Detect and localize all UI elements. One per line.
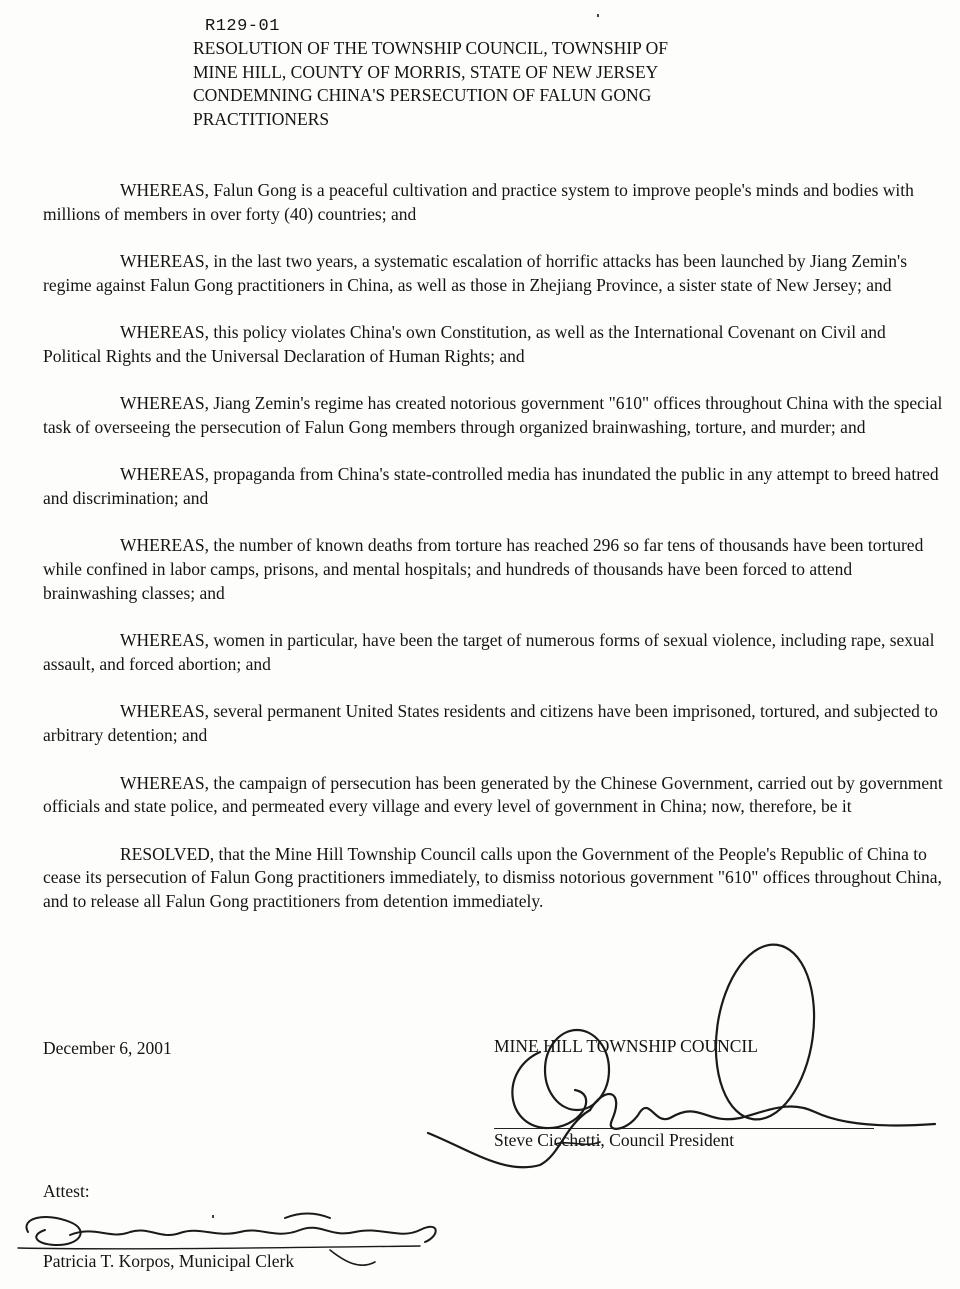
scan-speck (212, 1215, 214, 1218)
title-line: PRACTITIONERS (193, 108, 330, 129)
signature-stroke (70, 1230, 240, 1235)
whereas-paragraph: WHEREAS, Falun Gong is a peaceful cultivation and practice system to improve people's minds and bodies with millions of members in over forty (40) countries; and (43, 180, 914, 224)
signature-stroke (670, 1106, 935, 1125)
whereas-paragraph: WHEREAS, the number of known deaths from torture has reached 296 so far tens of thousands have been tortured while confined in labor camps, prisons, and mental hospitals; and hundreds of thousands have been forced to attend brainwashing classes; and (43, 535, 924, 604)
attest-label: Attest: (43, 1181, 90, 1201)
resolution-title (193, 37, 813, 131)
signature-stroke (330, 1250, 375, 1265)
council-name: MINE HILL TOWNSHIP COUNCIL (494, 1036, 758, 1056)
title-line: RESOLUTION OF THE TOWNSHIP COUNCIL, TOWNSHIP OF (193, 38, 668, 58)
signature-stroke (285, 1214, 330, 1219)
title-line: MINE HILL, COUNTY OF MORRIS, STATE OF NEW JERSEY (193, 61, 659, 82)
document-number: R129-01 (205, 17, 280, 36)
signature-loop (705, 938, 825, 1126)
signature-stroke (240, 1227, 436, 1242)
signature-stroke (512, 1052, 586, 1128)
title-line: CONDEMNING CHINA'S PERSECUTION OF FALUN GONG (193, 85, 652, 105)
municipal-clerk: Patricia T. Korpos, Municipal Clerk (43, 1251, 295, 1271)
whereas-paragraph: WHEREAS, several permanent United States residents and citizens have been imprisoned, tortured, and subjected to arbitrary detention; and (43, 701, 938, 746)
whereas-paragraph: WHEREAS, in the last two years, a systematic escalation of horrific attacks has been launched by Jiang Zemin's regime against Falun Gong practitioners in China, as well as those in Zhejiang Province, a sister state of New Jersey; and (43, 251, 908, 295)
resolution-date: December 6, 2001 (43, 1038, 172, 1058)
signature-stroke (590, 1094, 670, 1129)
signature-stroke (26, 1217, 80, 1245)
council-president: Steve Cicchetti, Council President (494, 1130, 735, 1150)
scan-speck (597, 14, 599, 17)
signature-line (494, 1128, 874, 1129)
whereas-paragraph: WHEREAS, propaganda from China's state-controlled media has inundated the public in any attempt to breed hatred and discrimination; and (43, 464, 939, 509)
whereas-paragraph: WHEREAS, the campaign of persecution has been generated by the Chinese Government, carried out by government officials and state police, and permeated every village and every level of government in China; now, therefore, be it (43, 772, 943, 817)
whereas-paragraph: WHEREAS, women in particular, have been the target of numerous forms of sexual violence, including rape, sexual assault, and forced abortion; and (43, 630, 935, 675)
signature-stroke (18, 1246, 420, 1249)
whereas-paragraph: WHEREAS, Jiang Zemin's regime has created notorious government "610" offices throughout China with the special task of overseeing the persecution of Falun Gong members through organized brainwashing, torture, and murder; and (43, 393, 943, 438)
whereas-paragraph: WHEREAS, this policy violates China's own Constitution, as well as the International Covenant on Civil and Political Rights and the Universal Declaration of Human Rights; and (43, 322, 886, 366)
resolution-body (43, 179, 943, 938)
resolved-paragraph: RESOLVED, that the Mine Hill Township Council calls upon the Government of the People's Republic of China to cease its persecution of Falun Gong practitioners immediately, to dismiss notorious government "610" offices throughout China, and to release all Falun Gong practitioners from detention immediately. (43, 843, 942, 912)
